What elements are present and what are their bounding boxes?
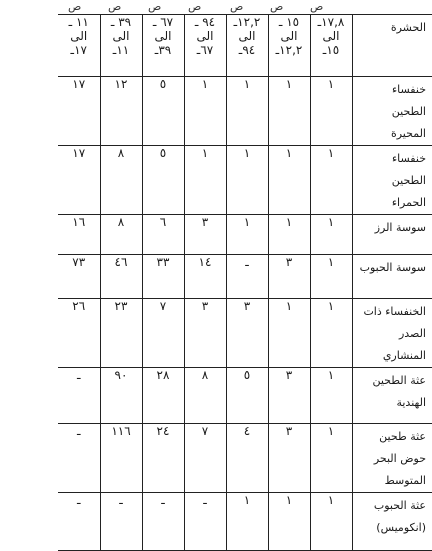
range-header-line: الى [154,29,172,43]
value-cell: ٢٨ [142,368,184,424]
value-cell: ٨ [184,368,226,424]
insect-temperature-table [58,14,432,551]
top-mark: ص [188,0,202,13]
value-cell: ٣ [184,299,226,368]
insect-column-header: الحشرة [352,15,432,77]
value-cell: ١ [310,146,352,215]
value-cell: ـ [58,424,100,493]
range-header-line: ٣٩ـ [154,43,172,57]
value-cell: ٧ [184,424,226,493]
value-cell: ١٢ [100,77,142,146]
range-header-line: الى [322,29,340,43]
range-header-line: الى [70,29,88,43]
range-header-line: الى [280,29,298,43]
value-cell: ٧٣ [58,255,100,299]
value-cell: ٧ [142,299,184,368]
range-header-line: ٣٩ ـ [110,15,132,29]
table-row [58,77,432,146]
range-header-line: ١١ ـ [68,15,89,29]
top-mark: ص [108,0,122,13]
range-header-line: الى [112,29,130,43]
range-header-line: ١٥ ـ [278,15,300,29]
value-cell: ١ [184,146,226,215]
range-header-line: الى [196,29,214,43]
table-row [58,146,432,215]
value-cell: ٥ [142,77,184,146]
range-header [142,15,184,77]
value-cell: ٣٣ [142,255,184,299]
value-cell: ١٤ [184,255,226,299]
value-cell: ١ [310,215,352,255]
column-top-marks [60,0,360,14]
value-cell: ١ [226,493,268,551]
value-cell: ١ [310,424,352,493]
insect-name: سوسة الرز [352,215,432,255]
insect-name: خنفساء الطحين الحمراء [352,146,432,215]
range-header-line: ١٢,٢ـ [233,15,261,29]
value-cell: ١ [226,77,268,146]
insect-name: عثة طحين حوض البحر المتوسط [352,424,432,493]
table-row [58,299,432,368]
top-mark: ص [68,0,82,13]
value-cell: ٤٦ [100,255,142,299]
value-cell: ١ [310,493,352,551]
range-header-line: ١٥ـ [322,43,340,57]
value-cell: ٢٦ [58,299,100,368]
table-row [58,215,432,255]
value-cell: ١ [226,146,268,215]
value-cell: ١ [184,77,226,146]
value-cell: ١٧ [58,77,100,146]
range-header-line: الى [238,29,256,43]
value-cell: ١ [226,215,268,255]
value-cell: ٦ [142,215,184,255]
value-cell: ٢٣ [100,299,142,368]
top-mark: ص [310,0,324,13]
range-header-line: ٩٤ ـ [194,15,216,29]
top-mark: ص [230,0,244,13]
insect-name: خنفساء الطحين المحيرة [352,77,432,146]
range-header-line: ٩٤ـ [238,43,256,57]
value-cell: ١٧ [58,146,100,215]
value-cell: ٨ [100,215,142,255]
value-cell: ٢٤ [142,424,184,493]
value-cell: ١ [310,255,352,299]
insect-name: عثة الحبوب (انكوميس) [352,493,432,551]
value-cell: ٥ [142,146,184,215]
value-cell: ـ [100,493,142,551]
value-cell: ١ [268,215,310,255]
value-cell: ٣ [268,424,310,493]
table-row [58,424,432,493]
range-header [58,15,100,77]
insect-name: الخنفساء ذات الصدر المنشاري [352,299,432,368]
value-cell: ـ [58,368,100,424]
value-cell: ٤ [226,424,268,493]
value-cell: ٣ [226,299,268,368]
value-cell: ٨ [100,146,142,215]
range-header [226,15,268,77]
value-cell: ١ [310,368,352,424]
insect-name: سوسة الحبوب [352,255,432,299]
value-cell: ١١٦ [100,424,142,493]
value-cell: ١٦ [58,215,100,255]
range-header-line: ٦٧ـ [196,43,214,57]
range-header-line: ١٧ـ [70,43,87,57]
value-cell: ١ [268,299,310,368]
range-header [268,15,310,77]
range-header-line: ١١ـ [112,43,130,57]
value-cell: ـ [142,493,184,551]
value-cell: ٣ [184,215,226,255]
value-cell: ١ [310,77,352,146]
value-cell: ١ [268,77,310,146]
header-row [58,15,432,77]
table-row [58,255,432,299]
value-cell: ٣ [268,255,310,299]
value-cell: ١ [268,146,310,215]
value-cell: ٣ [268,368,310,424]
value-cell: ـ [226,255,268,299]
top-mark: ص [270,0,284,13]
table-row [58,493,432,551]
value-cell: ـ [58,493,100,551]
range-header-line: ٦٧ ـ [152,15,174,29]
value-cell: ٩٠ [100,368,142,424]
range-header [310,15,352,77]
range-header-line: ١٢,٢ـ [275,43,303,57]
insect-name: عثة الطحين الهندية [352,368,432,424]
value-cell: ٥ [226,368,268,424]
range-header [100,15,142,77]
range-header [184,15,226,77]
value-cell: ـ [184,493,226,551]
value-cell: ١ [268,493,310,551]
top-mark: ص [148,0,162,13]
table-row [58,368,432,424]
value-cell: ١ [310,299,352,368]
range-header-line: ١٧,٨ـ [317,15,345,29]
